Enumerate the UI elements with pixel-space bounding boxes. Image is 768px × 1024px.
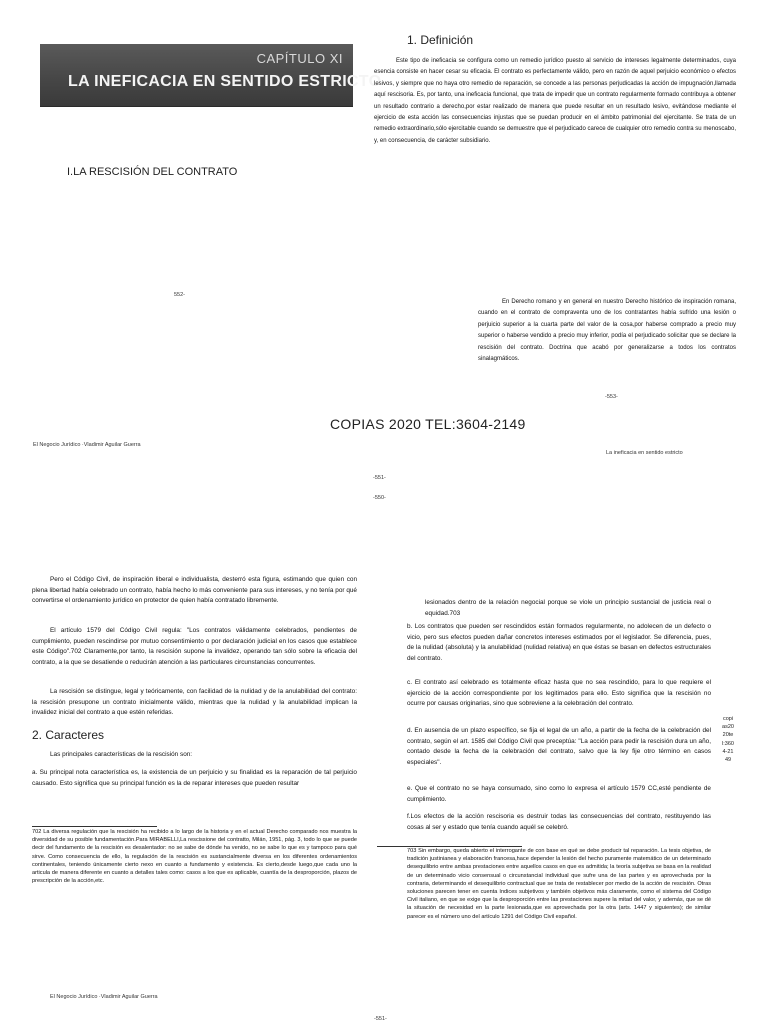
page-number-552: 552- [174,292,186,298]
page-number-550: -550- [373,495,386,501]
footnote-702: 702 La diversa regulación que la rescisión ha recibido a lo largo de la historia y en el actual Derecho comparado nos muestra la diversidad de su posible fundamentación.Para MIRABELLI,La rescissione del contratto, Milán, 1951, pág. 3, todo lo que se puede decir del fundamento de la rescisión es desalentador: no se sabe de dónde ha venido, no se sabe lo que es y tampoco para qué sirve. Como consecuencia de ello, la regulación de la rescisión es sustancialmente diversa en los diferentes ordenamientos continentales, teniendo únicamente cierto nexo en cuanto a fundamento y existencia. Es cierto,desde luego,que cada uno la articula de manera diferente en cuanto a detalles tales como: casos a los que es aplicable, cuantía de la desproporción, plazos de prescripción de la acción,etc. [32,829,357,885]
page-number-bottom: -551- [374,1016,387,1022]
running-header-right: La ineficacia en sentido estricto [606,450,683,456]
vertical-watermark: copias2020tel:3604-2149 [722,716,734,764]
definition-heading: 1. Definición [407,33,474,47]
left-paragraph-1: Pero el Código Civil, de inspiración liberal e individualista, desterró esta figura, estimando que quien con plena libertad había celebrado un contrato, había hecho lo más conveniente para sus intereses, y no tenía por qué convertirse el ordenamiento jurídico en protector de quien había contratado libremente. [32,576,357,604]
page-number-553: -553- [605,394,618,400]
running-header-left: El Negocio Jurídico ·Vladimir Aguilar Guerra [33,442,141,448]
chapter-banner [40,44,382,107]
caracteres-heading: 2. Caracteres [32,728,105,742]
left-paragraph-3: La rescisión se distingue, legal y teóricamente, con facilidad de la nulidad y de la anulabilidad del contrato: la rescisión presupone un contrato inicialmente válido, mientras que la nulidad y la anulabilidad implican la invalidez inicial del contrato a que estén referidas. [32,688,357,716]
chapter-label: CAPÍTULO XI [256,51,343,66]
item-c: c. El contrato así celebrado es totalmente eficaz hasta que no sea rescindido, para lo que requiere el ejercicio de la acción correspondiente por los legitimados para ello. Esto significa que la rescisión no ocurre por causas originarias, sino que sobreviene a la celebración del contrato. [407,679,711,707]
item-d: d. En ausencia de un plazo específico, se fija el legal de un año, a partir de la fecha de la celebración del contrato, según el art. 1585 del Código Civil que preceptúa: "La acción para pedir la rescisión dura un año, contado desde la fecha de la celebración del contrato, salvo que la ley fije otro término en casos especiales". [407,727,711,766]
definition-paragraph: Este tipo de ineficacia se configura como un remedio jurídico puesto al servicio de intereses legalmente determinados, cuya esencia consiste en hacer cesar su eficacia. El contrato es perfectamente válido, pero en razón de aquel perjuicio económico o efectos lesivos, y siempre que no haya otro remedio de reparación, se concede a las personas perjudicadas la acción de impugnación,llamada aquí rescisoria. Es, por tanto, una ineficacia funcional, que trata de impedir que un contrato regularmente formado contribuya a obtener un resultado contrario a derecho,por estar realizado de manera que puede resultar en un resultado lesivo, evitándose mediante el ejercicio de esta acción las consecuencias injustas que se puedan producir en el ámbito patrimonial del ejercitante. Se trata de un remedio extraordinario,sólo ejercitable cuando se demuestre que el perjudicado carece de cualquier otro remedio contra su menoscabo, y, en consecuencia, de carácter subsidiario. [374,58,736,144]
right-paragraph-0: lesionados dentro de la relación negocial porque se viole un principio sustancial de justicia real o equidad.703 [425,599,711,617]
item-a: a. Su principal nota característica es, la existencia de un perjuicio y su finalidad es la reparación de tal perjuicio causado. Esto significa que su principal función es la de reparar intereses que pueden resultar [32,769,357,787]
left-paragraph-2: El artículo 1579 del Código Civil regula: "Los contratos válidamente celebrados, pendientes de cumplimiento, pueden rescindirse por mutuo consentimiento o por declaración judicial en los casos que establece este Código".702 Claramente,por tanto, la rescisión supone la invalidez, operando tan sólo sobre la eficacia del contrato, a la que se desatiende o reducirán atención a las particulares circunstancias concurrentes. [32,627,357,666]
item-e: e. Que el contrato no se haya consumado, sino como lo expresa el artículo 1579 CC,esté pendiente de cumplimiento. [407,785,711,803]
copias-watermark: COPIAS 2020 TEL:3604-2149 [330,416,526,432]
chapter-title: LA INEFICACIA EN SENTIDO ESTRICTO [68,73,382,90]
history-paragraph: En Derecho romano y en general en nuestro Derecho histórico de inspiración romana, cuando en el contrato de compraventa uno de los contratantes había sufrido una lesión o perjuicio superior a la cuarta parte del valor de la cosa,por haberse comprado a precio muy superior o haberse vendido a precio muy inferior, podía el perjudicado solicitar que se declare la rescisión del contrato. Doctrina que acabó por generalizarse a todos los contratos sinalagmáticos. [478,299,736,363]
item-f: f.Los efectos de la acción rescisoria es destruir todas las consecuencias del contrato, restituyendo las cosas al ser y estado que tenía cuando aquél se celebró. [407,813,711,831]
page-number-551: -551- [373,475,386,481]
running-footer-left: El Negocio Jurídico ·Vladimir Aguilar Guerra [50,994,158,1000]
footnote-rule-left [32,826,157,827]
rescision-heading: I.LA RESCISIÓN DEL CONTRATO [67,166,238,178]
item-b: b. Los contratos que pueden ser rescindidos están formados regularmente, no adolecen de un defecto o vicio, pero sus efectos pueden dañar concretos intereses estimados por el legislador. Se diferencia, pues, de la nulidad (absoluta) y la anulabilidad (nulidad relativa) en que éstas se basan en defectos estructurales del contrato. [407,623,711,662]
caracteres-intro: Las principales características de la rescisión son: [50,751,193,758]
footnote-703: 703 Sin embargo, queda abierto el interrogante de con base en qué se debe producir tal reparación. La tesis objetiva, de tradición justinianea y elaboración francesa,hace depender la lesión del hecho puramente matemático de un determinado desequilibrio entre ambas prestaciones entre aquellos casos en que es admitida; la teoría subjetiva se basa en la realidad de un determinado vicio consensual o circunstancial individual que sufre una de las partes y es aprovechada por la contraria, determinando el desequilibrio contractual que se trata de restablecer por medio de la acción de rescisión. Otras soluciones parecen tener en cuenta índices subjetivos y también objetivos más claramente, como el sistema del Código Civil italiano, en que se exige que la desproporción entre las prestaciones supere la mitad del valor, y además, que se dé la situación de necesidad en la parte lesionada,que es aprovechada por la otra (arts. 1447 y siguientes); de similar parecer es el número uno del artículo 1291 del Código Civil español. [407,848,711,920]
